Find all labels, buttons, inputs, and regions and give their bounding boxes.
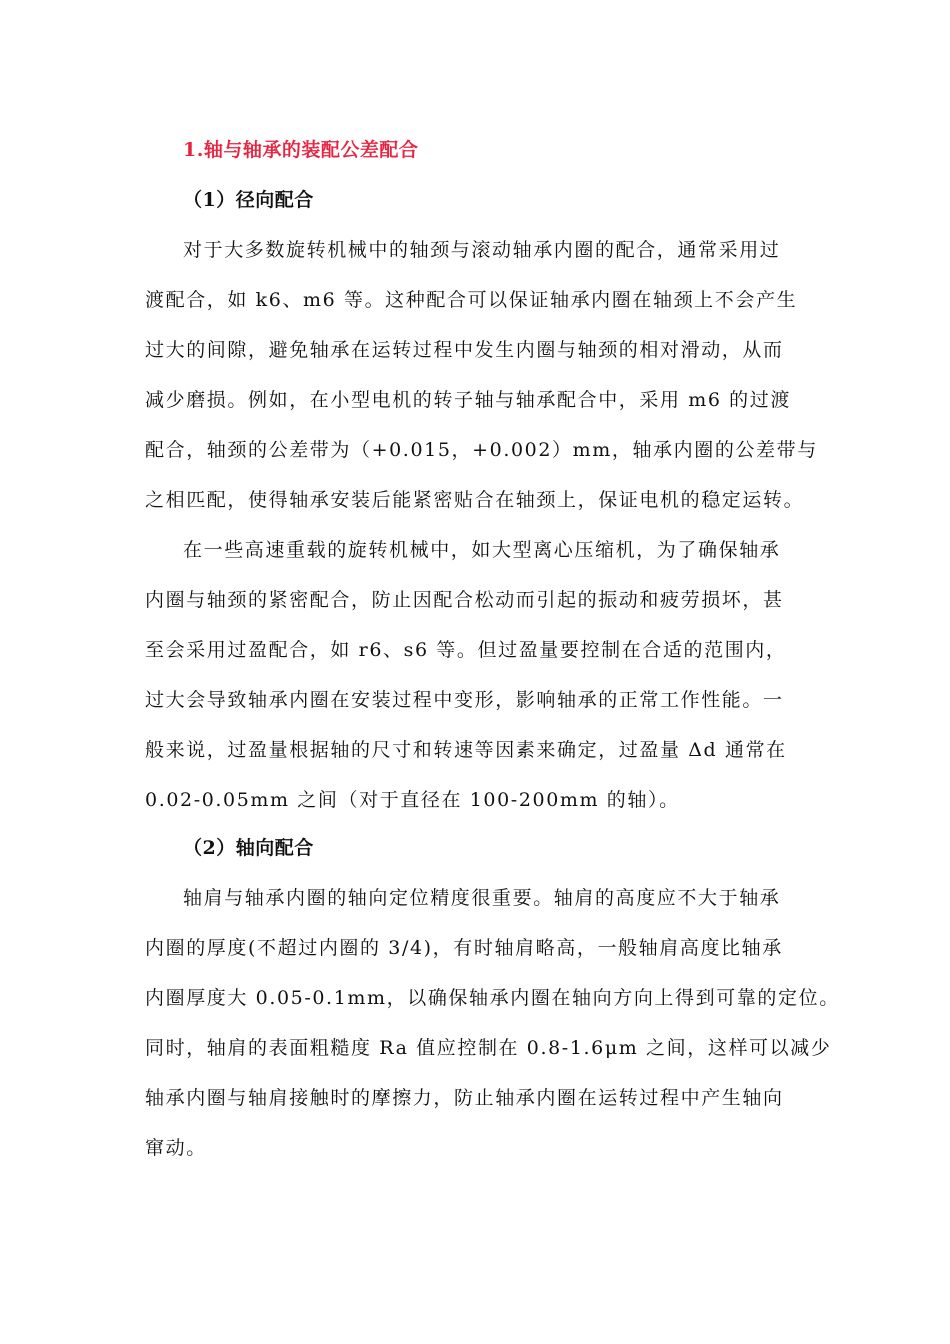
paragraph-line: 内圈的厚度(不超过内圈的 3/4)，有时轴肩略高，一般轴肩高度比轴承 [145, 937, 783, 959]
axial-fit-heading: （2）轴向配合 [183, 837, 314, 859]
paragraph-line: 减少磨损。例如，在小型电机的转子轴与轴承配合中，采用 m6 的过渡 [145, 389, 791, 411]
section-title: 1.轴与轴承的装配公差配合 [183, 139, 419, 161]
paragraph-line: 内圈厚度大 0.05-0.1mm，以确保轴承内圈在轴向方向上得到可靠的定位。 [145, 987, 840, 1009]
paragraph-line: 配合，轴颈的公差带为（+0.015，+0.002）mm，轴承内圈的公差带与 [145, 439, 818, 461]
radial-fit-heading: （1）径向配合 [183, 189, 314, 211]
paragraph-line: 在一些高速重载的旋转机械中，如大型离心压缩机，为了确保轴承 [183, 539, 781, 561]
paragraph-line: 过大会导致轴承内圈在安装过程中变形，影响轴承的正常工作性能。一 [145, 689, 784, 711]
paragraph-line: 轴肩与轴承内圈的轴向定位精度很重要。轴肩的高度应不大于轴承 [183, 887, 781, 909]
paragraph-line: 0.02-0.05mm 之间（对于直径在 100-200mm 的轴）。 [145, 789, 680, 811]
paragraph-line: 至会采用过盈配合，如 r6、s6 等。但过盈量要控制在合适的范围内， [145, 639, 787, 661]
paragraph-line: 渡配合，如 k6、m6 等。这种配合可以保证轴承内圈在轴颈上不会产生 [145, 289, 798, 311]
paragraph-line: 般来说，过盈量根据轴的尺寸和转速等因素来确定，过盈量 Δd 通常在 [145, 739, 787, 761]
paragraph-line: 轴承内圈与轴肩接触时的摩擦力，防止轴承内圈在运转过程中产生轴向 [145, 1087, 784, 1109]
paragraph-line: 内圈与轴颈的紧密配合，防止因配合松动而引起的振动和疲劳损坏，甚 [145, 589, 784, 611]
paragraph-line: 之相匹配，使得轴承安装后能紧密贴合在轴颈上，保证电机的稳定运转。 [145, 489, 805, 511]
paragraph-line: 同时，轴肩的表面粗糙度 Ra 值应控制在 0.8-1.6μm 之间，这样可以减少 [145, 1037, 832, 1059]
paragraph-line: 对于大多数旋转机械中的轴颈与滚动轴承内圈的配合，通常采用过 [183, 239, 781, 261]
paragraph-line: 窜动。 [145, 1137, 207, 1159]
paragraph-line: 过大的间隙，避免轴承在运转过程中发生内圈与轴颈的相对滑动，从而 [145, 339, 784, 361]
